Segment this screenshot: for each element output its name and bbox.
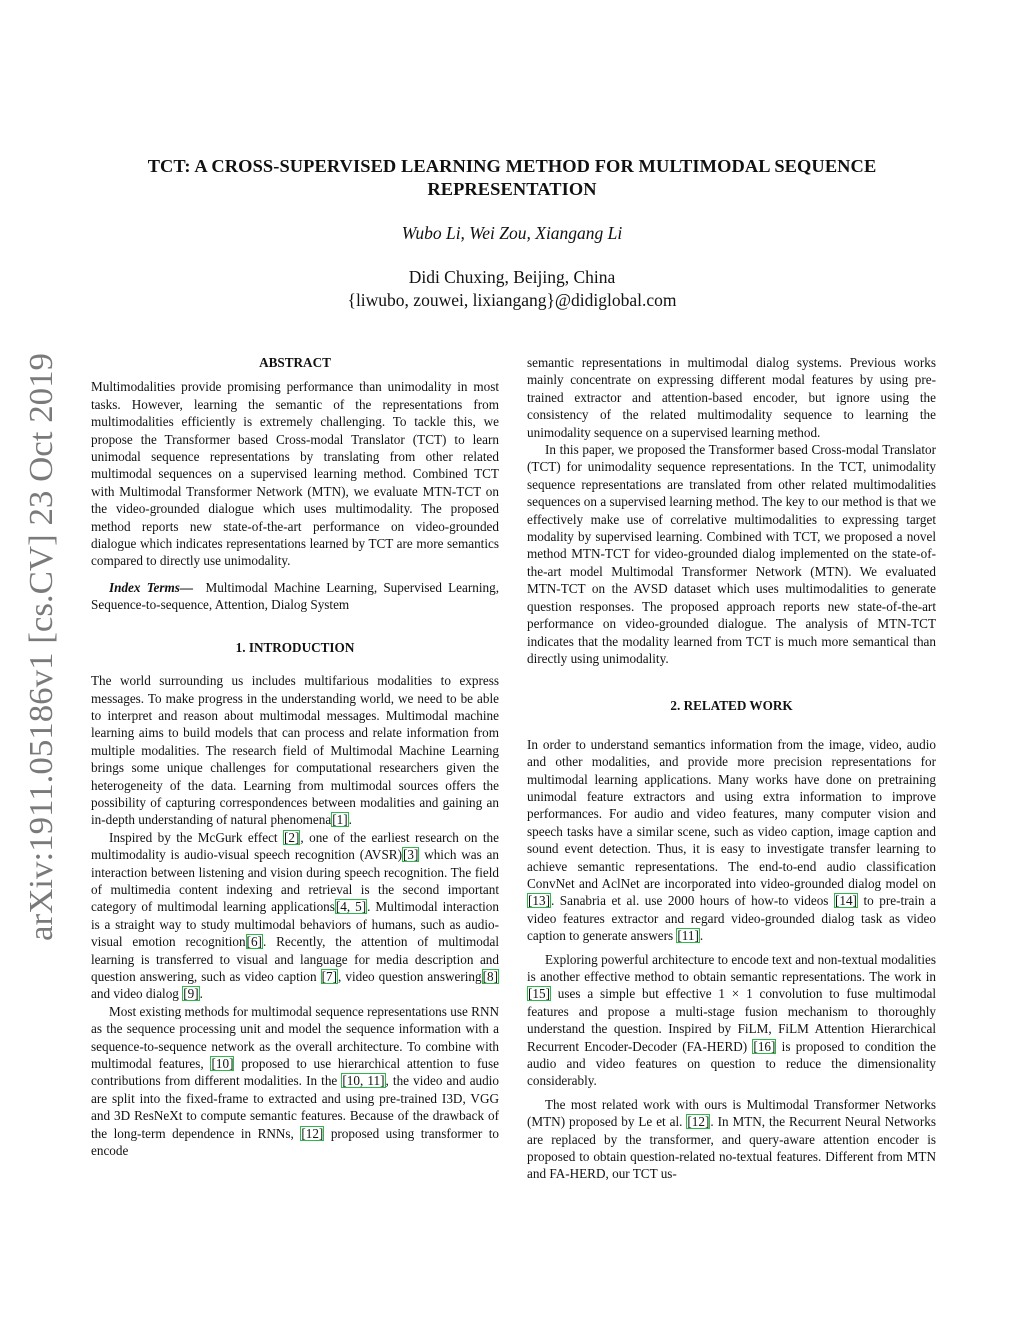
citation-link[interactable]: [12] <box>301 1125 324 1141</box>
related-paragraph-2 <box>527 951 936 1090</box>
intro-p3-text-end: proposed using transformer to encode <box>91 1125 499 1159</box>
arxiv-identifier-text: arXiv:1911.05186v1 [cs.CV] 23 Oct 2019 <box>23 368 60 941</box>
related-paragraph-1 <box>527 736 936 945</box>
abstract-text: Multimodalities provide promising performance than unimodality in most tasks. However, learning the semantic of the representations from multimodalities efficiently is extremely challenging. To tackle this, we propose the Transformer based Cross-modal Translator (TCT) to learn unimodal sequence representations by translating from other related multimodal sequences on a supervised learning method. Combined TCT with Multimodal Transformer Network (MTN), we evaluate MTN-TCT on the video-grounded dialogue which uses multimodality. The proposed method reports new state-of-the-art performance on video-grounded dialogue which indicates representations learned by TCT are more semantics compared to directly use unimodality. <box>91 379 499 569</box>
citation-link[interactable]: [3] <box>402 847 419 863</box>
intro-paragraph-4: In this paper, we proposed the Transformer based Cross-modal Translator (TCT) for unimodality sequence representations. In the TCT, unimodality sequence representations are translated from other related multimodalities sequences on a supervised learning method. The key to our method is that we effectively make use of correlative multimodalities to expressing target modality by supervised learning. Combined with TCT, we proposed a novel method MTN-TCT for video-grounded dialog implemented on the state-of-the-art model Multimodal Transformer Network (MTN). We evaluated MTN-TCT on the AVSD dataset which uses multimodalities to generate question responses. The proposed approach reports new state-of-the-art performance on video-grounded dialogue. The analysis of MTN-TCT indicates that the modality learned from TCT is much more semantical than directly using unimodality. <box>527 442 936 666</box>
affiliation: Didi Chuxing, Beijing, China <box>408 267 616 287</box>
citation-link[interactable]: [1] <box>332 812 348 828</box>
related-p1-text-end: . <box>699 928 704 944</box>
right-column <box>527 354 936 1183</box>
intro-p1-text-end: . <box>348 812 352 828</box>
left-column <box>91 354 499 1159</box>
citation-link[interactable]: [10] <box>211 1056 234 1072</box>
related-p2-text-end: is proposed to condition the audio and video features on question to reduce the dimensionality considerably. <box>527 1038 936 1089</box>
intro-paragraph-3 <box>91 1003 499 1160</box>
citation-link[interactable]: [7] <box>321 969 338 984</box>
intro-p1-text: The world surrounding us includes multifarious modalities to express messages. To make progress in the understanding world, we need to be able to interpret and reason about multimodal messages. Multimodal machine learning aims to build models that can process and relate information from multiple modalities. The research field of Multimodal Machine Learning brings some unique challenges for computational researchers given the heterogeneity of the data. Learning from multimodal sources offers the possibility of capturing correspondences between modalities and gaining an in-depth understanding of natural phenomena <box>91 673 499 828</box>
related-p2-text: uses a simple but effective 1 × 1 convolution to fuse multimodal features and propose a multi-stage fusion mechanism to thoroughly understand the question. Inspired by FiLM, FiLM Attention Hierarchical Recurrent Encoder-Decoder (FA-HERD) <box>527 986 936 1054</box>
intro-p3-text: proposed to use hierarchical attention to fuse contributions from different modalities. In the <box>91 1056 499 1089</box>
intro-paragraph-1 <box>91 672 499 829</box>
paper-title <box>100 155 924 201</box>
citation-link[interactable]: [16] <box>753 1038 776 1054</box>
citation-link[interactable]: [8] <box>482 969 498 984</box>
intro-p2-text: , video question answering <box>338 969 482 984</box>
intro-p2-text-end: . <box>199 986 203 1002</box>
intro-paragraph-2 <box>91 829 499 1003</box>
related-p1-text: In order to understand semantics information from the image, video, audio and other modalities, and provide more precision representations for multimodal learning applications. Many works have done on pretraining unimodal feature extractors and using extra information to improve performances. For audio and video features, many computer vision and speech tasks have a similar scene, such as video caption, image caption and sound event detection. Thus, it is easy to investigate transfer learning to achieve semantic representations. The end-to-end audio classification ConvNet and AclNet are incorporated into video-grounded dialog model on <box>527 736 936 891</box>
introduction-heading: 1. INTRODUCTION <box>235 639 355 655</box>
arxiv-identifier-stamp <box>14 352 62 942</box>
related-p1-text: to pre-train a video features extractor and regard video-grounded dialog task as video caption to generate answers <box>527 893 936 944</box>
related-p3-text-end: . In MTN, the Recurrent Neural Networks are replaced by the transformer, and query-aware attention encoder is proposed to obtain question-related no-textual features. Different from MTN and FA-HERD, our TCT us- <box>527 1114 936 1182</box>
intro-p2-text: Inspired by the McGurk effect <box>109 829 284 845</box>
citation-link[interactable]: [15] <box>528 986 550 1002</box>
citation-link[interactable]: [12] <box>687 1114 710 1130</box>
intro-p3-text: , the video and audio are split into the fixed-frame to extracted and using pre-trained I3D, VGG and 3D ResNeXt to compute semantic features. Because of the drawback of the long-term dependence in RNNs, <box>91 1073 499 1141</box>
intro-p2-text: which was an interaction between listening and vision during speech recognition. The field of multimedia content indexing and retrieval is the second important category of multimodal learning applications <box>91 847 499 915</box>
index-terms-label: Index Terms— <box>109 579 194 595</box>
citation-link[interactable]: [13] <box>528 893 550 909</box>
index-terms <box>91 579 499 614</box>
citation-link[interactable]: [10, 11] <box>342 1073 385 1089</box>
intro-p3-text: Most existing methods for multimodal sequence representations use RNN as the sequence processing unit and model the sequence information with a sequence-to-sequence network as the overall architecture. To combine with multimodal features, <box>91 1003 499 1072</box>
citation-link[interactable]: [14] <box>834 893 857 909</box>
author-list: Wubo Li, Wei Zou, Xiangang Li <box>401 223 623 243</box>
paper-title-line-2: REPRESENTATION <box>427 179 597 199</box>
citation-link[interactable]: [11] <box>677 928 699 944</box>
intro-paragraph-3-continued: semantic representations in multimodal dialog systems. Previous works mainly concentrate on expressing different modal features by using pre-trained extractor and attention-based encoder, but ignore using the consistency of the related multimodality sequence to learning the unimodality sequence on a supervised learning method. <box>527 355 936 440</box>
index-terms-text: Multimodal Machine Learning, Supervised Learning, Sequence-to-sequence, Attention, Dialog System <box>91 579 500 613</box>
related-work-heading: 2. RELATED WORK <box>670 698 793 714</box>
related-p1-text: . Sanabria et al. use 2000 hours of how-to videos <box>550 893 834 909</box>
paper-title-line-1: TCT: A CROSS-SUPERVISED LEARNING METHOD FOR MULTIMODAL SEQUENCE <box>147 156 877 176</box>
abstract-heading: ABSTRACT <box>259 355 331 370</box>
related-paragraph-3 <box>527 1096 936 1183</box>
citation-link[interactable]: [6] <box>246 934 262 950</box>
related-p3-text: The most related work with ours is Multimodal Transformer Networks (MTN) proposed by Le et al. <box>527 1096 936 1130</box>
citation-link[interactable]: [2] <box>284 829 300 845</box>
affiliation-block <box>100 266 924 312</box>
citation-link[interactable]: [4, 5] <box>335 899 367 915</box>
intro-p2-text: . Multimodal interaction is a straight way to study multimodal behaviors of humans, such as audio-visual emotion recognition <box>91 899 499 950</box>
author-emails: {liwubo, zouwei, lixiangang}@didiglobal.com <box>347 290 677 310</box>
intro-p2-text: , one of the earliest research on the multimodality is audio-visual speech recognition (AVSR) <box>91 829 499 863</box>
intro-p2-text: and video dialog <box>91 986 183 1002</box>
related-p2-text: Exploring powerful architecture to encode text and non-textual modalities is another effective method to obtain semantic representations. The work in <box>527 951 936 984</box>
intro-p2-text: . Recently, the attention of multimodal learning is transferred to visual and language for media description and question answering, such as video caption <box>91 934 499 984</box>
citation-link[interactable]: [9] <box>183 986 199 1002</box>
